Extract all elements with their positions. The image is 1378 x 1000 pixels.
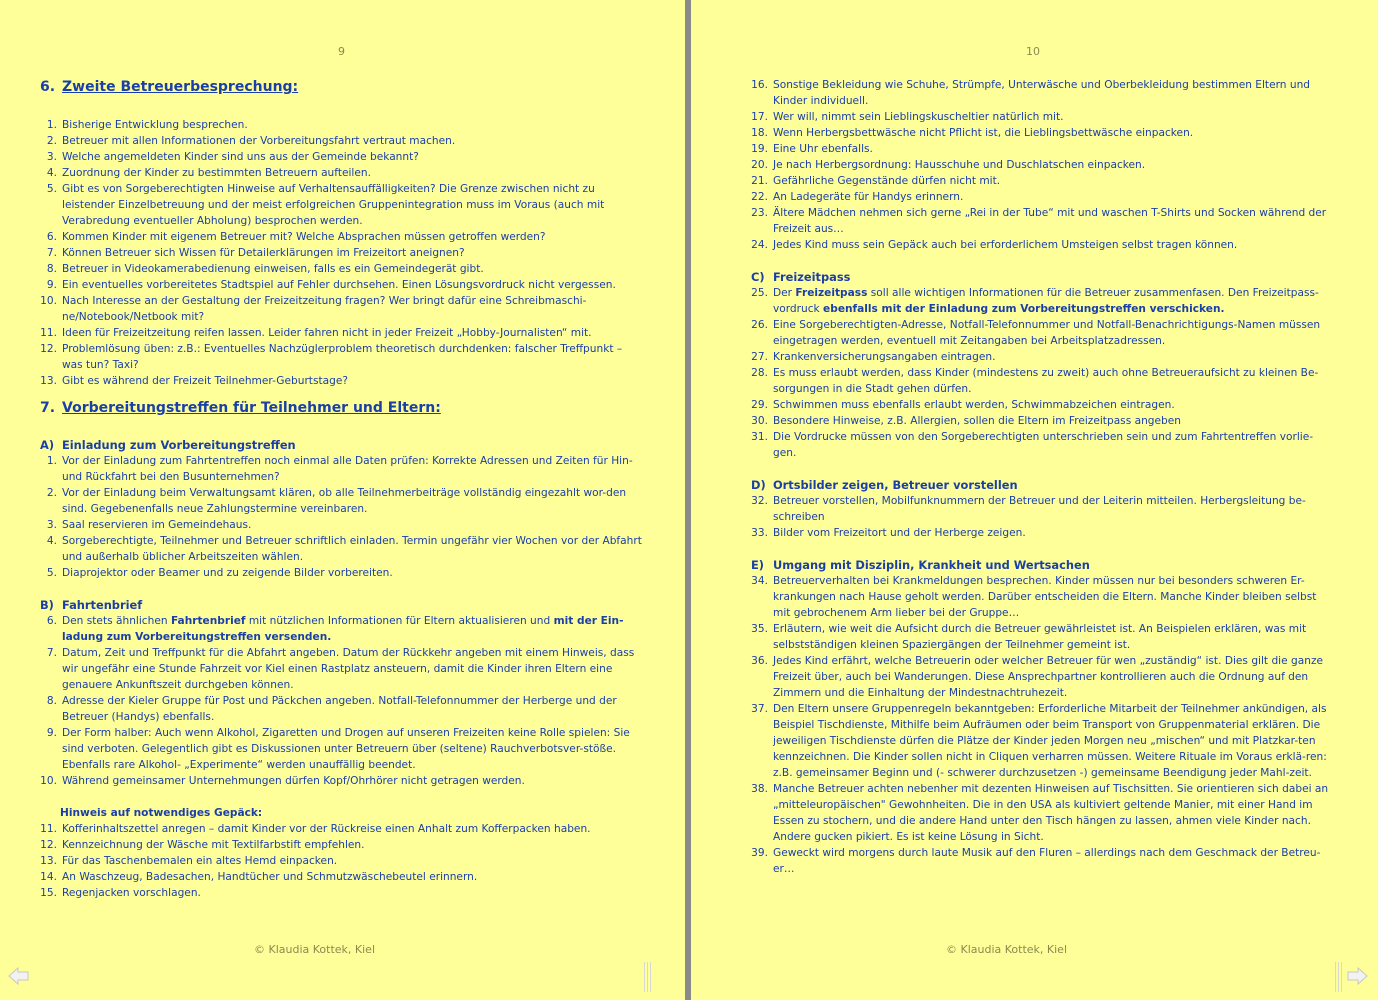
item-number: 38. — [751, 783, 768, 795]
item-number: 19. — [751, 143, 768, 155]
item-number: 25. — [751, 287, 768, 299]
item-text: Schwimmen muss ebenfalls erlaubt werden, Schwimmabzeichen eintragen. — [773, 399, 1175, 411]
item-number: 34. — [751, 575, 768, 587]
list-item — [751, 349, 1336, 365]
item-text: Während gemeinsamer Unternehmungen dürfen Kopf/Ohrhörer nicht getragen werden. — [62, 775, 525, 787]
list-subsection-b — [40, 613, 645, 789]
list-item — [751, 397, 1336, 413]
item-number: 17. — [751, 111, 768, 123]
list-item — [751, 621, 1336, 653]
item-text: Kommen Kinder mit eigenem Betreuer mit? Welche Absprachen müssen getroffen werden? — [62, 231, 546, 243]
item-number: 8. — [46, 695, 57, 707]
item-number: 12. — [40, 343, 57, 355]
item-number: 2. — [46, 487, 57, 499]
list-item — [40, 565, 645, 581]
item-text: Erläutern, wie weit die Aufsicht durch die Betreuer gewährleistet ist. An Beispielen erklären, was mit selbstständigen kleinen Spaziergängen der Teilnehmer gemeint ist. — [773, 623, 1307, 651]
item-number: 9. — [46, 279, 57, 291]
item-number: 29. — [751, 399, 768, 411]
subsection-heading-d — [751, 477, 1336, 493]
list-item — [40, 293, 645, 325]
subsection-title: Fahrtenbrief — [62, 598, 143, 612]
item-number: 13. — [40, 375, 57, 387]
item-text: Den Eltern unsere Gruppenregeln bekanntgeben: Erforderliche Mitarbeit der Teilnehmer ankündigen, als Beispiel Tischdienste, Mithilfe beim Aufräumen oder beim Transport von Gruppenmaterial erklären. Die jeweiligen Tischdienste dürfen die Plätze der Kinder jeden Morgen neu „mischen“ und mit Platzkar-ten kennzeichnen. Die Kinder sollen nicht in Cliquen verharren müssen. Weitere Rituale im Voraus erklä-ren: z.B. gemeinsamer Beginn und (- schwerer durchzusetzen -) gemeinsame Beendigung jeder Mahl-zeit. — [773, 703, 1327, 779]
item-number: 31. — [751, 431, 768, 443]
item-text: Betreuer mit allen Informationen der Vorbereitungsfahrt vertraut machen. — [62, 135, 456, 147]
item-number: 27. — [751, 351, 768, 363]
list-item — [40, 133, 645, 149]
left-page — [0, 0, 685, 1000]
list-item — [40, 229, 645, 245]
item-number: 11. — [40, 327, 57, 339]
item-text: Problemlösung üben: z.B.: Eventuelles Nachzüglerproblem theoretisch durchdenken: falscher Treffpunkt – was tun? Taxi? — [62, 343, 623, 371]
item-number: 39. — [751, 847, 768, 859]
item-text: An Ladegeräte für Handys erinnern. — [773, 191, 964, 203]
item-number: 8. — [46, 263, 57, 275]
item-text: Diaprojektor oder Beamer und zu zeigende Bilder vorbereiten. — [62, 567, 393, 579]
item-number: 35. — [751, 623, 768, 635]
section-heading-7 — [40, 398, 645, 418]
scrollbar-grip[interactable] — [643, 962, 653, 992]
item-text: Es muss erlaubt werden, dass Kinder (mindestens zu zweit) auch ohne Betreueraufsicht zu kleinen Be-sorgungen in die Stadt gehen dürfen. — [773, 367, 1319, 395]
list-item — [40, 261, 645, 277]
item-text: Eine Uhr ebenfalls. — [773, 143, 873, 155]
item-number: 37. — [751, 703, 768, 715]
left-page-content — [40, 77, 645, 901]
list-item — [751, 189, 1336, 205]
item-number: 16. — [751, 79, 768, 91]
item-number: 3. — [46, 519, 57, 531]
list-item — [751, 365, 1336, 397]
list-item — [751, 845, 1336, 877]
item-text: Betreuer in Videokamerabedienung einweisen, falls es ein Gemeindegerät gibt. — [62, 263, 484, 275]
item-number: 1. — [46, 455, 57, 467]
item-number: 20. — [751, 159, 768, 171]
list-item — [40, 533, 645, 565]
list-item — [40, 773, 645, 789]
arrow-left-icon[interactable] — [8, 965, 30, 987]
page-footer: © Klaudia Kottek, Kiel — [254, 943, 375, 956]
list-item — [40, 853, 645, 869]
item-text: Betreuer vorstellen, Mobilfunknummern der Betreuer und der Leiterin mitteilen. Herbergsleitung be-schreiben — [773, 495, 1306, 523]
item-text: Der Freizeitpass soll alle wichtigen Informationen für die Betreuer zusammenfasen. Den Freizeitpass-vordruck ebenfalls mit der Einladung zum Vorbereitungstreffen verschicken. — [773, 287, 1319, 315]
list-item — [40, 613, 645, 645]
item-number: 13. — [40, 855, 57, 867]
item-text: Bilder vom Freizeitort und der Herberge zeigen. — [773, 527, 1026, 539]
item-number: 18. — [751, 127, 768, 139]
item-number: 2. — [46, 135, 57, 147]
item-text: Kennzeichnung der Wäsche mit Textilfarbstift empfehlen. — [62, 839, 365, 851]
list-item — [751, 141, 1336, 157]
item-text: Bisherige Entwicklung besprechen. — [62, 119, 248, 131]
heading-title: Zweite Betreuerbesprechung: — [62, 79, 299, 95]
item-number: 33. — [751, 527, 768, 539]
heading-title: Vorbereitungstreffen für Teilnehmer und Eltern: — [62, 400, 441, 416]
list-subsection-d — [751, 493, 1336, 541]
list-item — [751, 573, 1336, 621]
list-item — [40, 149, 645, 165]
item-number: 7. — [46, 647, 57, 659]
list-item — [40, 341, 645, 373]
subsection-label: D) — [751, 478, 766, 492]
item-number: 14. — [40, 871, 57, 883]
list-item — [751, 781, 1336, 845]
list-section-6 — [40, 117, 645, 389]
item-text: Sonstige Bekleidung wie Schuhe, Strümpfe, Unterwäsche und Oberbekleidung bestimmen Eltern und Kinder individuell. — [773, 79, 1311, 107]
list-item — [40, 325, 645, 341]
list-item — [40, 453, 645, 485]
item-text: Vor der Einladung zum Fahrtentreffen noch einmal alle Daten prüfen: Korrekte Adressen und Zeiten für Hin- und Rückfahrt bei den Busunternehmen? — [62, 455, 633, 483]
heading-number: 7. — [40, 400, 56, 416]
list-item — [40, 693, 645, 725]
list-item — [40, 725, 645, 773]
item-number: 5. — [46, 183, 57, 195]
item-number: 7. — [46, 247, 57, 259]
item-text: Gibt es von Sorgeberechtigten Hinweise auf Verhaltensauffälligkeiten? Die Grenze zwischen nicht zu leistender Einzelbetreuung und der meist erfolgreichen Gruppenintegration muss im Voraus (auch mit Verabredung eventueller Abholung) besprochen werden. — [62, 183, 605, 227]
item-text: Ideen für Freizeitzeitung reifen lassen. Leider fahren nicht in jeder Freizeit „Hobby-Journalisten“ mit. — [62, 327, 592, 339]
list-item — [40, 277, 645, 293]
page-number: 9 — [338, 45, 345, 58]
list-item — [40, 181, 645, 229]
item-text: Regenjacken vorschlagen. — [62, 887, 201, 899]
list-item — [40, 837, 645, 853]
item-number: 3. — [46, 151, 57, 163]
scrollbar-grip[interactable] — [1334, 962, 1344, 992]
item-text: Zuordnung der Kinder zu bestimmten Betreuern aufteilen. — [62, 167, 371, 179]
item-number: 23. — [751, 207, 768, 219]
item-text: Geweckt wird morgens durch laute Musik auf den Fluren – allerdings nach dem Geschmack der Betreu-er… — [773, 847, 1321, 875]
heading-number: 6. — [40, 79, 56, 95]
item-number: 10. — [40, 295, 57, 307]
list-item — [40, 245, 645, 261]
item-text: Besondere Hinweise, z.B. Allergien, sollen die Eltern im Freizeitpass angeben — [773, 415, 1181, 427]
item-number: 36. — [751, 655, 768, 667]
list-item — [40, 485, 645, 517]
item-number: 5. — [46, 567, 57, 579]
item-text: Ein eventuelles vorbereitetes Stadtspiel auf Fehler durchsehen. Einen Lösungsvordruck nicht vergessen. — [62, 279, 616, 291]
item-number: 9. — [46, 727, 57, 739]
list-subsection-a — [40, 453, 645, 581]
list-item — [40, 885, 645, 901]
list-item — [751, 701, 1336, 781]
list-item — [40, 645, 645, 693]
right-page-content — [751, 77, 1336, 877]
list-item — [751, 413, 1336, 429]
item-text: Eine Sorgeberechtigten-Adresse, Notfall-Telefonnummer und Notfall-Benachrichtigungs-Namen müssen eingetragen werden, eventuell mit Zeitangaben bei Arbeitsplatzadressen. — [773, 319, 1321, 347]
arrow-right-icon[interactable] — [1346, 965, 1368, 987]
item-text: Saal reservieren im Gemeindehaus. — [62, 519, 252, 531]
item-number: 1. — [46, 119, 57, 131]
item-number: 4. — [46, 167, 57, 179]
subsection-label: E) — [751, 558, 764, 572]
list-item — [751, 653, 1336, 701]
subsection-title: Umgang mit Disziplin, Krankheit und Wertsachen — [773, 558, 1090, 572]
item-text: Für das Taschenbemalen ein altes Hemd einpacken. — [62, 855, 338, 867]
subsection-label: C) — [751, 270, 765, 284]
item-text: Die Vordrucke müssen von den Sorgeberechtigten unterschrieben sein und zum Fahrtentreffen vorlie-gen. — [773, 431, 1314, 459]
list-subsection-e — [751, 573, 1336, 877]
subsection-title: Einladung zum Vorbereitungstreffen — [62, 438, 296, 452]
list-item — [751, 493, 1336, 525]
subsection-heading-e — [751, 557, 1336, 573]
list-item — [40, 373, 645, 389]
list-item — [751, 317, 1336, 349]
subsection-heading-c — [751, 269, 1336, 285]
item-number: 15. — [40, 887, 57, 899]
list-packing-continued — [751, 77, 1336, 253]
item-number: 30. — [751, 415, 768, 427]
section-heading-6 — [40, 77, 645, 97]
item-text: Können Betreuer sich Wissen für Detailerklärungen im Freizeitort aneignen? — [62, 247, 465, 259]
item-text: Adresse der Kieler Gruppe für Post und Päckchen angeben. Notfall-Telefonnummer der Herberge und der Betreuer (Handys) ebenfalls. — [62, 695, 617, 723]
subsection-title: Ortsbilder zeigen, Betreuer vorstellen — [773, 478, 1018, 492]
list-item — [751, 237, 1336, 253]
item-text: Gibt es während der Freizeit Teilnehmer-Geburtstage? — [62, 375, 348, 387]
right-page — [691, 0, 1378, 1000]
item-text: Nach Interesse an der Gestaltung der Freizeitzeitung fragen? Wer bringt dafür eine Schreibmaschi-ne/Notebook/Netbook mit? — [62, 295, 587, 323]
item-text: Sorgeberechtigte, Teilnehmer und Betreuer schriftlich einladen. Termin ungefähr vier Wochen vor der Abfahrt und außerhalb üblicher Arbeitszeiten wählen. — [62, 535, 642, 563]
list-item — [751, 125, 1336, 141]
item-text: Je nach Herbergsordnung: Hausschuhe und Duschlatschen einpacken. — [773, 159, 1146, 171]
page-number: 10 — [1026, 45, 1040, 58]
subsection-heading-a — [40, 437, 645, 453]
item-number: 6. — [46, 615, 57, 627]
list-packing — [40, 821, 645, 901]
item-number: 22. — [751, 191, 768, 203]
item-text: Wer will, nimmt sein Lieblingskuscheltier natürlich mit. — [773, 111, 1064, 123]
item-text: Jedes Kind muss sein Gepäck auch bei erforderlichem Umsteigen selbst tragen können. — [773, 239, 1238, 251]
list-item — [751, 173, 1336, 189]
item-text: Der Form halber: Auch wenn Alkohol, Zigaretten und Drogen auf unseren Freizeiten keine Rolle spielen: Sie sind verboten. Gelegentlich gibt es Diskussionen unter Betreuern über (seltene) Rauchverbotsver-stöße. Ebenfalls rare Alkohol- „Experimente“ werden unauffällig beendet. — [62, 727, 630, 771]
list-item — [751, 285, 1336, 317]
list-item — [751, 429, 1336, 461]
item-number: 28. — [751, 367, 768, 379]
packing-note: Hinweis auf notwendiges Gepäck: — [60, 807, 263, 819]
item-number: 24. — [751, 239, 768, 251]
item-text: Wenn Herbergsbettwäsche nicht Pflicht ist, die Lieblingsbettwäsche einpacken. — [773, 127, 1194, 139]
item-text: Manche Betreuer achten nebenher mit dezenten Hinweisen auf Tischsitten. Sie orientieren sich dabei an „mitteleuropäischen" Gewohnheiten. Die in den USA als kultiviert geltende Manier, mit einer Hand im Essen zu stochern, und die andere Hand unter den Tisch hängen zu lassen, ahmen viele Kinder nach. Andere gucken pikiert. Es ist keine Lösung in Sicht. — [773, 783, 1329, 843]
item-text: Ältere Mädchen nehmen sich gerne „Rei in der Tube“ mit und waschen T-Shirts und Socken während der Freizeit aus… — [773, 207, 1327, 235]
list-item — [40, 117, 645, 133]
item-number: 11. — [40, 823, 57, 835]
list-item — [40, 869, 645, 885]
list-item — [751, 525, 1336, 541]
page-footer: © Klaudia Kottek, Kiel — [946, 943, 1067, 956]
list-item — [40, 517, 645, 533]
item-text: Jedes Kind erfährt, welche Betreuerin oder welcher Betreuer für wen „zuständig“ ist. Dies gilt die ganze Freizeit über, auch bei Wanderungen. Diese Ansprechpartner kontrollieren auch die Ordnung auf den Zimmern und die Einhaltung der Mindestnachtruhezeit. — [773, 655, 1324, 699]
subsection-heading-b — [40, 597, 645, 613]
subsection-title: Freizeitpass — [773, 270, 851, 284]
list-item — [751, 205, 1336, 237]
subsection-label: B) — [40, 598, 54, 612]
list-item — [40, 165, 645, 181]
item-text: Betreuerverhalten bei Krankmeldungen besprechen. Kinder müssen nur bei besonders schweren Er-krankungen nach Hause geholt werden. Darüber entscheiden die Eltern. Manche Kinder bleiben selbst mit gebrochenem Arm lieber bei der Gruppe… — [773, 575, 1317, 619]
item-text: Kofferinhaltszettel anregen – damit Kinder vor der Rückreise einen Anhalt zum Kofferpacken haben. — [62, 823, 591, 835]
item-text: An Waschzeug, Badesachen, Handtücher und Schmutzwäschebeutel erinnern. — [62, 871, 478, 883]
item-number: 4. — [46, 535, 57, 547]
item-number: 32. — [751, 495, 768, 507]
item-text: Vor der Einladung beim Verwaltungsamt klären, ob alle Teilnehmerbeiträge vollständig eingezahlt wor-den sind. Gegebenenfalls neue Zahlungstermine vereinbaren. — [62, 487, 627, 515]
item-number: 21. — [751, 175, 768, 187]
list-item — [751, 77, 1336, 109]
item-number: 26. — [751, 319, 768, 331]
list-subsection-c — [751, 285, 1336, 461]
item-text: Gefährliche Gegenstände dürfen nicht mit. — [773, 175, 1001, 187]
item-number: 6. — [46, 231, 57, 243]
subsection-label: A) — [40, 438, 55, 452]
item-text: Welche angemeldeten Kinder sind uns aus der Gemeinde bekannt? — [62, 151, 419, 163]
list-item — [751, 109, 1336, 125]
item-number: 12. — [40, 839, 57, 851]
item-text: Den stets ähnlichen Fahrtenbrief mit nützlichen Informationen für Eltern aktualisieren und mit der Ein-ladung zum Vorbereitungstreffen versenden. — [62, 615, 624, 643]
item-text: Datum, Zeit und Treffpunkt für die Abfahrt angeben. Datum der Rückkehr angeben mit einem Hinweis, dass wir ungefähr eine Stunde Fahrzeit vor Kiel einen Rastplatz ansteuern, damit die Kinder ihren Eltern eine genauere Ankunftszeit durchgeben können. — [62, 647, 635, 691]
list-item — [40, 821, 645, 837]
list-item — [751, 157, 1336, 173]
item-number: 10. — [40, 775, 57, 787]
item-text: Krankenversicherungsangaben eintragen. — [773, 351, 996, 363]
